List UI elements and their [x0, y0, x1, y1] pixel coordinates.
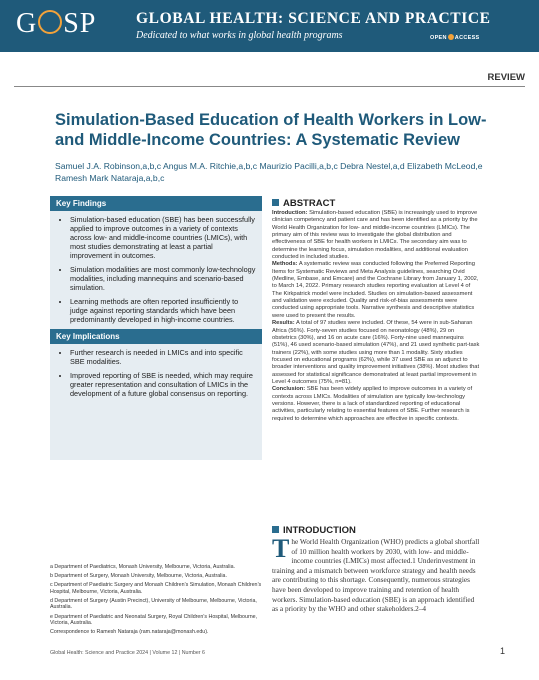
correspondence: Correspondence to Ramesh Nataraja (ram.nataraja@monash.edu). — [50, 629, 209, 636]
key-finding-item: • Learning methods are often reported insufficiently to judge against reporting standards which have been predominantly developed in high-income countries. — [70, 297, 256, 324]
key-findings-box — [50, 196, 262, 460]
affiliation-item: a Department of Paediatrics, Monash University, Melbourne, Victoria, Australia. — [50, 564, 235, 570]
article-type: REVIEW — [487, 72, 525, 83]
journal-tagline: Dedicated to what works in global health programs — [136, 30, 343, 41]
open-access-badge — [430, 34, 480, 41]
abstract-intro-text: Simulation-based education (SBE) is increasingly used to improve clinician competency and patient care and has been identified as a priority by the World Health Organization for low- and middle-income countries (LMICs). The primary aim of this review was to investigate the global distribution and effectiveness of SBE for health workers in LMICs. The secondary aim was to determine the learning focus, simulation modalities, and additional evaluation conducted in included studies. — [272, 210, 478, 261]
header-divider — [14, 86, 525, 87]
affiliations — [50, 564, 262, 638]
key-findings-list — [50, 215, 262, 324]
open-access-right-text: ACCESS — [454, 35, 480, 41]
journal-logo — [16, 8, 96, 40]
introduction-body — [272, 534, 480, 614]
open-access-lock-icon — [448, 34, 454, 40]
abstract-methods — [272, 261, 480, 320]
affiliation-item: b Department of Surgery, Monash University, Melbourne, Victoria, Australia. — [50, 573, 227, 580]
article-title: Simulation-Based Education of Health Workers in Low- and Middle-Income Countries: A Systematic Review — [55, 111, 487, 149]
introduction-heading-text: INTRODUCTION — [283, 525, 356, 536]
abstract-body — [272, 210, 480, 423]
abstract-conclusion-text: SBE has been widely applied to improve outcomes in a variety of contexts across LMICs. Modalities of simulation are typically low-technology versions. However, there is a lack of standardized reporting of educational activities, particularly relating to essential features of SBE. Further research is required to determine which approaches are effective in specific contexts. — [272, 386, 473, 422]
abstract-results — [272, 320, 480, 386]
logo-text-right: SP — [63, 8, 97, 39]
abstract-heading-text: ABSTRACT — [283, 198, 336, 209]
affiliation-item: d Department of Surgery (Austin Precinct), University of Melbourne, Melbourne, Victoria, Australia. — [50, 597, 257, 611]
page-footer: Global Health: Science and Practice 2024 | Volume 12 | Number 6 — [50, 650, 205, 656]
abstract-results-text: A total of 97 studies were included. Of these, 54 were in sub-Saharan Africa (56%). Forty-seven studies focused on neonatology (48%), 29 on obstetrics (30%), and 16 on acute care (16%). Forty-nine used mannequins (51%), 46 used scenario-based simulation (47%), and 21 used synthetic part-task trainers (22%), with some studies using more than 1 modality. Sixty studies focused on educational programs (62%), while 37 used SBE as an adjunct to broader interventions and quality improvement initiatives (38%). Most studies that assessed for statistical significance demonstrated at least partial improvement in Level 4 outcomes (75%, n=81). — [272, 320, 480, 385]
heading-square-icon — [272, 526, 279, 533]
logo-text-left: G — [16, 8, 38, 39]
abstract-introduction — [272, 210, 480, 261]
drop-cap: T — [272, 534, 290, 563]
abstract-methods-text: A systematic review was conducted following the Preferred Reporting Items for Systematic Reviews and Meta Analysis guidelines, searching Ovid (Medline, Embase, and Emcare) and the Cochrane Library from January 1, 2002, to March 14, 2022. Primary research studies reporting evaluation at Level 4 of The Kirkpatrick model were included. Studies on simulation-based assessment and validation were excluded. Quality and risk-of-bias assessments were conducted using appropriate tools. Narrative synthesis and descriptive statistics were used to present the results. — [272, 261, 479, 319]
key-findings-heading: Key Findings — [50, 196, 262, 211]
journal-title: GLOBAL HEALTH: SCIENCE AND PRACTICE — [136, 10, 491, 27]
page-number: 1 — [499, 646, 505, 656]
abstract-methods-label: Methods: — [272, 261, 298, 268]
key-finding-item: • Simulation modalities are most commonly low-technology modalities, including mannequins and scenario-based simulation. — [70, 265, 256, 292]
abstract-results-label: Results: — [272, 320, 295, 327]
author-list: Samuel J.A. Robinson,a,b,c Angus M.A. Ritchie,a,b,c Maurizio Pacilli,a,b,c Debra Nestel,a,d Elizabeth McLeod,e Ramesh Mark Nataraja,a,b,c — [55, 161, 483, 183]
key-implications-list — [50, 348, 262, 398]
abstract-heading — [272, 198, 335, 209]
abstract-conclusion-label: Conclusion: — [272, 386, 306, 393]
key-finding-item: • Simulation-based education (SBE) has been successfully applied to improve outcomes in a variety of contexts across low- and middle-income countries (LMICs), with most studies demonstrating at least a partial improvement in outcomes. — [70, 215, 256, 260]
introduction-text: he World Health Organization (WHO) predicts a global shortfall of 10 million health workers by 2030, with low- and middle-income countries (LMICs) most affected.1 Underinvestment in training and a mismatch between workforce strategy and health needs are contributing to this shortage. Consequently, numerous strategies have been developed to improve training and retention of health workers. Simulation-based education (SBE) is an approach identified as a priority by the WHO and other stakeholders.2–4 — [272, 537, 480, 614]
abstract-intro-label: Introduction: — [272, 210, 308, 216]
key-implications-heading: Key Implications — [50, 329, 262, 344]
open-access-left-text: OPEN — [430, 35, 447, 41]
logo-ring-icon — [38, 10, 62, 34]
affiliation-item: e Department of Paediatric and Neonatal Surgery, Royal Children’s Hospital, Melbourne, Victoria, Australia. — [50, 613, 258, 627]
journal-banner — [0, 0, 539, 52]
abstract-conclusion — [272, 386, 480, 423]
heading-square-icon — [272, 199, 279, 206]
key-implication-item: • Further research is needed in LMICs and into specific SBE modalities. — [70, 348, 256, 366]
affiliation-item: c Department of Paediatric Surgery and Monash Children’s Simulation, Monash Children’s Hospital, Melbourne, Victoria, Australia. — [50, 582, 262, 595]
key-implication-item: • Improved reporting of SBE is needed, which may require greater representation and consultation of LMICs in the development of a future global consensus on reporting. — [70, 371, 256, 398]
